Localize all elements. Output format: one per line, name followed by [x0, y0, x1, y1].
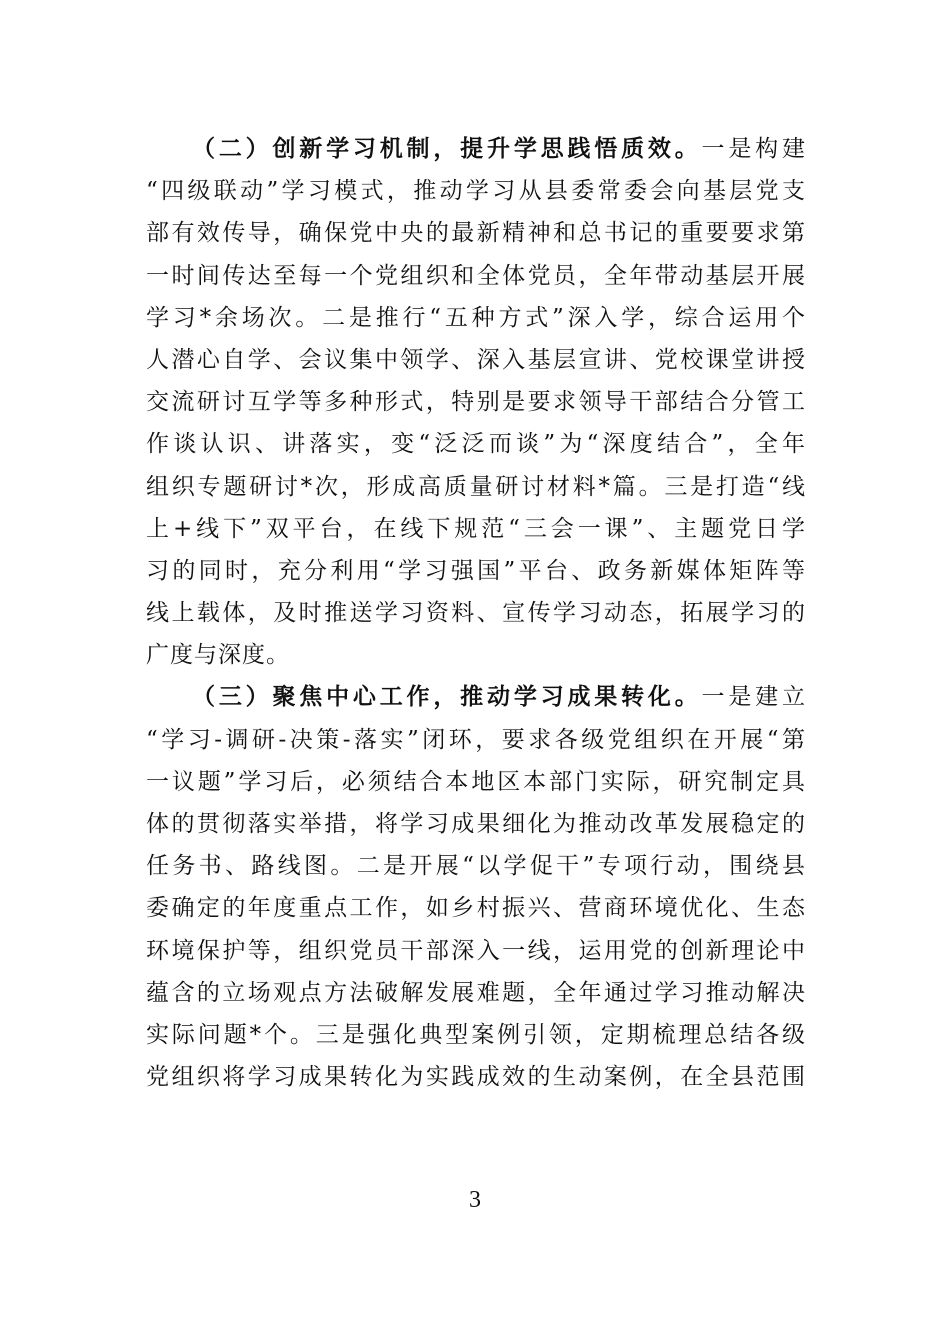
text-line: 一议题”学习后，必须结合本地区本部门实际，研究制定具	[146, 768, 806, 795]
paragraph-learning-results	[146, 676, 806, 1098]
text-line: “四级联动”学习模式，推动学习从县委常委会向基层党支	[146, 178, 806, 205]
text-line: 一时间传达至每一个党组织和全体党员，全年带动基层开展	[146, 262, 806, 289]
text-line	[146, 128, 806, 170]
text-line: 环境保护等，组织党员干部深入一线，运用党的创新理论中	[146, 937, 806, 964]
section-heading: （二）创新学习机制，提升学思践悟质效。	[192, 135, 702, 162]
text-line: 交流研讨互学等多种形式，特别是要求领导干部结合分管工	[146, 389, 806, 416]
text-line: 党组织将学习成果转化为实践成效的生动案例，在全县范围	[146, 1064, 806, 1091]
text-run: 一是建立	[701, 684, 807, 711]
text-line: 组织专题研讨*次，形成高质量研讨材料*篇。三是打造“线	[146, 473, 806, 500]
text-line: 部有效传导，确保党中央的最新精神和总书记的重要要求第	[146, 220, 806, 247]
text-line	[146, 676, 806, 718]
text-line: “学习-调研-决策-落实”闭环，要求各级党组织在开展“第	[146, 726, 806, 753]
text-line: 学习*余场次。二是推行“五种方式”深入学，综合运用个	[146, 304, 806, 331]
text-line: 上+线下”双平台，在线下规范“三会一课”、主题党日学	[146, 515, 806, 542]
text-line: 蕴含的立场观点方法破解发展难题，全年通过学习推动解决	[146, 979, 806, 1006]
text-run: 一是构建	[701, 136, 807, 162]
text-line: 委确定的年度重点工作，如乡村振兴、营商环境优化、生态	[146, 895, 806, 922]
text-line: 人潜心自学、会议集中领学、深入基层宣讲、党校课堂讲授	[146, 346, 806, 373]
text-line: 任务书、路线图。二是开展“以学促干”专项行动，围绕县	[146, 853, 806, 880]
paragraph-learning-mechanism	[146, 128, 806, 676]
text-line: 线上载体，及时推送学习资料、宣传学习动态，拓展学习的	[146, 600, 806, 627]
text-line: 习的同时，充分利用“学习强国”平台、政务新媒体矩阵等	[146, 557, 806, 584]
text-line: 作谈认识、讲落实，变“泛泛而谈”为“深度结合”，全年	[146, 431, 806, 458]
section-heading: （三）聚焦中心工作，推动学习成果转化。	[192, 683, 702, 711]
text-line: 广度与深度。	[146, 642, 290, 669]
body-text	[146, 128, 806, 1098]
page-number: 3	[469, 1187, 481, 1213]
text-line: 实际问题*个。三是强化典型案例引领，定期梳理总结各级	[146, 1021, 806, 1048]
text-line: 体的贯彻落实举措，将学习成果细化为推动改革发展稳定的	[146, 811, 806, 837]
